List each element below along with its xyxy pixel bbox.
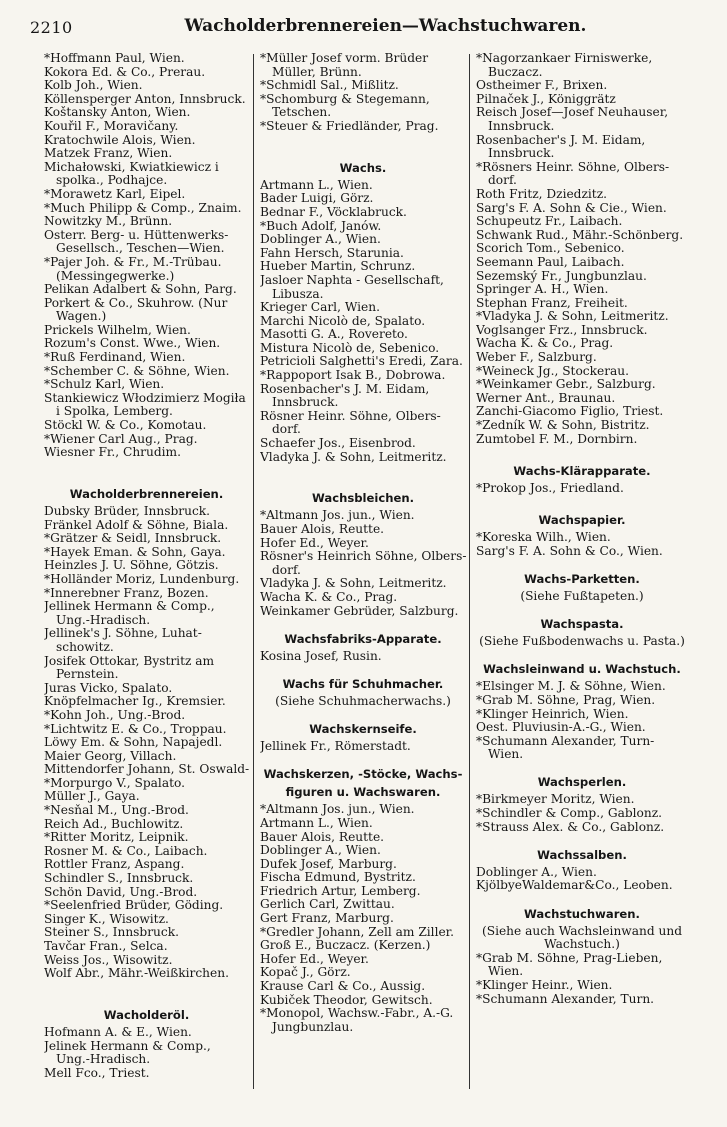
directory-entry: Ung.-Hradisch. — [56, 1053, 151, 1067]
directory-entry: Marchi Nicolò de, Spalato. — [260, 314, 426, 328]
directory-entry: *Schmidl Sal., Mißlitz. — [260, 79, 399, 93]
directory-entry: Ung.-Hradisch. — [56, 613, 151, 627]
directory-entry: Doblinger A., Wien. — [476, 865, 597, 879]
directory-entry: *Hoffmann Paul, Wien. — [44, 52, 185, 65]
directory-entry: Weinkamer Gebrüder, Salzburg. — [260, 604, 459, 618]
page-number: 2210 — [30, 18, 73, 37]
directory-entry: Sezemský Fr., Jungbunzlau. — [476, 269, 647, 283]
directory-entry: dorf. — [488, 174, 517, 188]
directory-entry: Rosenbacher's J. M. Eidam, — [476, 133, 646, 147]
directory-entry: Springer A. H., Wien. — [476, 283, 609, 297]
directory-entry: Bader Luigi, Görz. — [260, 192, 374, 206]
directory-entry: Kratochwile Alois, Wien. — [44, 133, 196, 147]
directory-entry: Wacha K. & Co., Prag. — [476, 337, 614, 351]
directory-entry: i Spolka, Lemberg. — [56, 405, 173, 419]
directory-entry: Mell Fco., Triest. — [44, 1066, 150, 1080]
directory-entry: Zumtobel F. M., Dornbirn. — [476, 432, 638, 446]
directory-entry: Tavčar Fran., Selca. — [44, 940, 168, 953]
directory-entry: Schupeutz Fr., Laibach. — [476, 215, 623, 229]
directory-entry: *Altmann Jos. jun., Wien. — [260, 509, 415, 523]
directory-entry: *Koreska Wilh., Wien. — [476, 531, 611, 545]
directory-entry: Müller, Brünn. — [272, 65, 362, 79]
directory-entry: *Seelenfried Brüder, Göding. — [44, 899, 224, 913]
directory-entry: Prickels Wilhelm, Wien. — [44, 323, 191, 337]
directory-entry: Hofmann A. & E., Wien. — [44, 1025, 192, 1039]
directory-entry: *Weineck Jg., Stockerau. — [476, 364, 630, 378]
directory-entry: Wiesner Fr., Chrudim. — [44, 446, 181, 460]
directory-entry: Österr. Berg- u. Hüttenwerks- — [44, 228, 229, 242]
directory-entry: Knöpfelmacher Ig., Kremsier. — [44, 695, 226, 709]
directory-entry: *Weinkamer Gebr., Salzburg. — [476, 378, 656, 392]
directory-entry: *Prokop Jos., Friedland. — [476, 481, 624, 495]
section-spacer — [44, 460, 249, 487]
directory-entry: Bednar F., Vöcklabruck. — [260, 205, 407, 219]
directory-entry: *Schulz Karl, Wien. — [44, 378, 165, 392]
section-spacer — [260, 618, 466, 632]
section-spacer — [476, 762, 688, 776]
directory-entry: *Elsinger M. J. & Söhne, Wien. — [476, 680, 666, 694]
directory-entry: Kouřil F., Moravičany. — [44, 119, 179, 133]
page-header — [30, 14, 701, 40]
section-spacer — [476, 446, 688, 464]
directory-entry: *Klinger Heinr., Wien. — [476, 979, 613, 992]
directory-entry: *Klinger Heinrich, Wien. — [476, 707, 629, 721]
page-title: Wacholderbrennereien—Wachstuchwaren. — [184, 16, 587, 36]
directory-entry: Vladyka J. & Sohn, Leitmeritz. — [260, 577, 447, 591]
directory-entry: Artmann L., Wien. — [260, 816, 373, 830]
directory-entry: Nowitzky M., Brünn. — [44, 215, 173, 229]
directory-entry: Friedrich Artur, Lemberg. — [260, 884, 421, 898]
directory-entry: *Morawetz Karl, Eipel. — [44, 187, 186, 201]
section-spacer — [260, 709, 466, 723]
column-left — [44, 52, 249, 1080]
directory-entry: Dufek Josef, Marburg. — [260, 857, 397, 871]
directory-entry: *Zedník W. & Sohn, Bistritz. — [476, 419, 650, 433]
directory-entry: Dubsky Brüder, Innsbruck. — [44, 505, 211, 518]
directory-entry: Kubiček Theodor, Gewitsch. — [260, 993, 433, 1007]
section-heading: Wachsperlen. — [537, 775, 627, 790]
directory-entry: *Grätzer & Seidl, Innsbruck. — [44, 532, 222, 546]
directory-entry: spolka., Podhajce. — [56, 174, 168, 188]
directory-entry: Reisch Josef—Josef Neuhauser, — [476, 106, 669, 120]
directory-entry: Heinzles J. U. Söhne, Götzis. — [44, 559, 219, 573]
cross-reference: (Siehe Fußtapeten.) — [520, 588, 644, 603]
directory-entry: *Rösners Heinr. Söhne, Olbers- — [476, 160, 670, 174]
directory-entry: Schaefer Jos., Eisenbrod. — [260, 437, 416, 451]
directory-entry: Köllensperger Anton, Innsbruck. — [44, 92, 246, 106]
directory-entry: Hueber Martin, Schrunz. — [260, 260, 416, 274]
section-spacer — [476, 834, 688, 848]
directory-entry: *Kohn Joh., Ung.-Brod. — [44, 708, 186, 722]
directory-entry: Gert Franz, Marburg. — [260, 912, 394, 926]
directory-entry: Stephan Franz, Freiheit. — [476, 296, 628, 310]
directory-entry: Michałowski, Kwiatkiewicz i — [44, 160, 219, 174]
directory-entry: *Steuer & Friedländer, Prag. — [260, 119, 439, 133]
directory-entry: Porkert & Co., Skuhrow. (Nur — [44, 296, 228, 310]
directory-entry: Josifek Ottokar, Bystritz am — [44, 654, 215, 668]
directory-entry: Rottler Franz, Aspang. — [44, 858, 185, 872]
directory-entry: Doblinger A., Wien. — [260, 844, 381, 858]
directory-entry: Wolf Abr., Mähr.-Weißkirchen. — [44, 967, 229, 981]
directory-entry: *Rappoport Isak B., Dobrowa. — [260, 369, 446, 383]
section-heading: Wachspapier. — [538, 513, 626, 528]
directory-entry: *Gredler Johann, Zell am Ziller. — [260, 925, 455, 939]
directory-entry: Schwank Rud., Mähr.-Schönberg. — [476, 228, 684, 242]
section-heading: Wachskerzen, -Stöcke, Wachs- — [263, 767, 463, 782]
directory-entry: *Schindler & Comp., Gablonz. — [476, 807, 663, 821]
directory-entry: Oest. Pluviusin-A.-G., Wien. — [476, 721, 646, 735]
directory-entry: Pelikan Adalbert & Sohn, Parg. — [44, 283, 237, 297]
section-heading: Wachsfabriks-Apparate. — [284, 631, 442, 646]
directory-entry: Müller J., Gaya. — [44, 790, 140, 804]
section-heading: Wachssalben. — [537, 847, 627, 862]
directory-entry: Weber F., Salzburg. — [476, 351, 597, 365]
directory-entry: Singer K., Wisowitz. — [44, 912, 169, 926]
directory-entry: Reich Ad., Buchlowitz. — [44, 817, 184, 831]
directory-entry: Sarg's F. A. Sohn & Co., Wien. — [476, 544, 663, 558]
section-heading: Wacholderbrennereien. — [69, 487, 224, 501]
section-spacer — [476, 495, 688, 513]
directory-entry: Bauer Alois, Reutte. — [260, 830, 385, 844]
directory-entry: *Schember C. & Söhne, Wien. — [44, 364, 230, 378]
directory-entry: Doblinger A., Wien. — [260, 233, 381, 247]
directory-entry: Roth Fritz, Dziedzitz. — [476, 187, 607, 201]
directory-entry: Jungbunzlau. — [272, 1020, 354, 1034]
directory-entry: *Monopol, Wachsw.-Fabr., A.-G. — [260, 1007, 454, 1021]
section-spacer — [476, 604, 688, 618]
directory-entry: Steiner S., Innsbruck. — [44, 926, 179, 940]
directory-entry: Fischa Edmund, Bystritz. — [260, 871, 416, 885]
directory-entry: Zanchi-Giacomo Figlio, Triest. — [476, 405, 664, 419]
directory-entry: Groß E., Buczacz. (Kerzen.) — [260, 939, 431, 953]
directory-entry: *Schumann Alexander, Turn- — [476, 734, 655, 748]
section-heading: figuren u. Wachswaren. — [285, 785, 441, 800]
directory-entry: Weiss Jos., Wisowitz. — [44, 953, 173, 967]
directory-entry: *Grab M. Söhne, Prag, Wien. — [476, 693, 656, 707]
directory-entry: *Much Philipp & Comp., Znaim. — [44, 201, 242, 215]
section-heading: Wachspasta. — [540, 617, 624, 632]
directory-entry: Petricioli Salghetti's Eredi, Zara. — [260, 355, 463, 369]
directory-entry: Kosina Josef, Rusin. — [260, 649, 382, 663]
directory-entry: Vladyka J. & Sohn, Leitmeritz. — [260, 450, 447, 464]
directory-entry: *Schomburg & Stegemann, — [260, 92, 430, 106]
directory-entry: *Grab M. Söhne, Prag-Lieben, — [476, 951, 663, 965]
cross-reference: Wachstuch.) — [544, 937, 620, 952]
directory-entry: Seemann Paul, Laibach. — [476, 255, 625, 269]
column-middle — [260, 52, 466, 1034]
directory-entry: *Wiener Carl Aug., Prag. — [44, 432, 198, 446]
directory-entry: Bauer Alois, Reutte. — [260, 523, 385, 536]
directory-entry: Gerlich Carl, Zwittau. — [260, 898, 395, 912]
directory-entry: Rösner's Heinrich Söhne, Olbers- — [260, 550, 466, 564]
directory-entry: Pilnaček J., Königgrätz — [476, 92, 616, 106]
directory-entry: Jellinek's J. Söhne, Luhat- — [44, 627, 202, 641]
directory-entry: *Altmann Jos. jun., Wien. — [260, 803, 415, 817]
section-heading: Wachs-Parketten. — [524, 571, 640, 586]
directory-entry: Fahn Hersch, Starunia. — [260, 246, 404, 260]
directory-entry: Ostheimer F., Brixen. — [476, 79, 608, 93]
directory-entry: Innsbruck. — [272, 396, 339, 410]
directory-entry: *Holländer Moriz, Lundenburg. — [44, 572, 240, 586]
directory-entry: Rozum's Const. Wwe., Wien. — [44, 337, 221, 351]
directory-entry: Jellinek Fr., Römerstadt. — [260, 740, 411, 754]
directory-entry: Rosner M. & Co., Laibach. — [44, 844, 208, 858]
directory-entry: *Pajer Joh. & Fr., M.-Trübau. — [44, 255, 222, 269]
section-spacer — [476, 893, 688, 907]
directory-entry: *Vladyka J. & Sohn, Leitmeritz. — [476, 310, 669, 324]
directory-entry: *Innerebner Franz, Bozen. — [44, 586, 209, 600]
directory-entry: Innsbruck. — [488, 147, 555, 161]
directory-entry: Jelinek Hermann & Comp., — [44, 1039, 211, 1053]
directory-entry: *Ruß Ferdinand, Wien. — [44, 351, 186, 365]
section-heading: Wachsleinwand u. Wachstuch. — [483, 662, 681, 677]
directory-entry: dorf. — [272, 563, 301, 577]
directory-entry: Artmann L., Wien. — [260, 178, 373, 192]
cross-reference: (Siehe Fußbodenwachs u. Pasta.) — [479, 634, 685, 649]
directory-entry: Hofer Ed., Weyer. — [260, 536, 369, 550]
directory-entry: Rosenbacher's J. M. Eidam, — [260, 382, 430, 396]
cross-reference: (Siehe auch Wachsleinwand und — [481, 923, 683, 938]
section-heading: Wachsbleichen. — [312, 491, 414, 506]
directory-entry: Schön David, Ung.-Brod. — [44, 885, 198, 899]
directory-entry: Voglsanger Frz., Innsbruck. — [476, 323, 648, 337]
directory-entry: schowitz. — [56, 640, 114, 654]
directory-entry: Matzek Franz, Wien. — [44, 147, 173, 161]
section-heading: Wachs für Schuhmacher. — [282, 676, 444, 691]
section-spacer — [260, 464, 466, 491]
section-spacer — [260, 754, 466, 768]
directory-entry: Kolb Joh., Wien. — [44, 79, 143, 93]
directory-entry: Stöckl W. & Co., Komotau. — [44, 419, 207, 433]
directory-entry: Maier Georg, Villach. — [44, 749, 177, 763]
directory-entry: Gesellsch., Teschen—Wien. — [56, 242, 225, 256]
section-heading: Wachstuchwaren. — [524, 906, 640, 921]
directory-entry: Koštansky Anton, Wien. — [44, 106, 191, 120]
directory-entry: *Hayek Eman. & Sohn, Gaya. — [44, 545, 226, 559]
directory-entry: Juras Vicko, Spalato. — [44, 681, 173, 695]
directory-entry: *Nesňal M., Ung.-Brod. — [44, 804, 189, 818]
directory-entry: Sarg's F. A. Sohn & Cie., Wien. — [476, 201, 667, 215]
column-divider — [469, 54, 470, 1089]
directory-entry: *Strauss Alex. & Co., Gablonz. — [476, 820, 665, 834]
directory-entry: *Lichtwitz E. & Co., Troppau. — [44, 722, 227, 736]
directory-entry: Wien. — [488, 748, 524, 762]
directory-entry: Schindler S., Innsbruck. — [44, 872, 194, 886]
directory-entry: Werner Ant., Braunau. — [476, 391, 616, 405]
directory-entry: Mistura Nicolò de, Sebenico. — [260, 341, 440, 355]
directory-entry: Löwy Em. & Sohn, Napajedl. — [44, 736, 223, 750]
directory-entry: (Messingegwerke.) — [56, 269, 175, 283]
section-spacer — [44, 981, 249, 1008]
directory-entry: Kopač J., Görz. — [260, 966, 351, 980]
directory-entry: *Nagorzankaer Firniswerke, — [476, 52, 653, 65]
directory-entry: Rösner Heinr. Söhne, Olbers- — [260, 409, 441, 423]
directory-entry: Pernstein. — [56, 668, 119, 682]
section-heading: Wachskernseife. — [309, 722, 417, 737]
directory-entry: Jasloer Naphta - Gesellschaft, — [260, 273, 444, 287]
cross-reference: (Siehe Schuhmacherwachs.) — [275, 693, 451, 708]
directory-entry: Masotti G. A., Rovereto. — [260, 328, 408, 342]
directory-entry: Buczacz. — [488, 65, 543, 79]
section-heading: Wacholderöl. — [103, 1007, 190, 1022]
directory-entry: Krieger Carl, Wien. — [260, 301, 380, 315]
directory-entry: Wagen.) — [56, 310, 107, 324]
section-spacer — [476, 558, 688, 572]
directory-entry: Kokora Ed. & Co., Prerau. — [44, 65, 206, 79]
directory-entry: Wacha K. & Co., Prag. — [260, 590, 398, 604]
directory-entry: KjölbyeWaldemar&Co., Leoben. — [476, 879, 673, 893]
directory-entry: *Schumann Alexander, Turn. — [476, 992, 655, 1006]
directory-entry: Fränkel Adolf & Söhne, Biala. — [44, 518, 229, 532]
directory-entry: Mittendorfer Johann, St. Oswald- — [44, 763, 249, 777]
section-heading: Wachs. — [339, 160, 387, 175]
column-right — [476, 52, 688, 1006]
section-spacer — [260, 663, 466, 677]
section-spacer — [476, 649, 688, 663]
directory-entry: *Buch Adolf, Janów. — [260, 219, 382, 233]
directory-entry: *Birkmeyer Moritz, Wien. — [476, 793, 635, 807]
directory-entry: *Ritter Moritz, Leipnik. — [44, 831, 189, 845]
directory-entry: Tetschen. — [272, 106, 332, 120]
directory-entry: Krause Carl & Co., Aussig. — [260, 980, 426, 994]
directory-entry: dorf. — [272, 423, 301, 437]
directory-entry: *Morpurgo V., Spalato. — [44, 776, 185, 790]
directory-entry: Jellinek Hermann & Comp., — [44, 600, 215, 614]
section-spacer — [260, 134, 466, 161]
directory-entry: Stankiewicz Włodzimierz Mogiła — [44, 391, 246, 405]
directory-entry: Libusza. — [272, 287, 324, 301]
section-heading: Wachs-Klärapparate. — [513, 463, 651, 478]
directory-entry: *Müller Josef vorm. Brüder — [260, 52, 429, 65]
directory-entry: Hofer Ed., Weyer. — [260, 952, 369, 966]
directory-entry: Wien. — [488, 965, 524, 979]
column-divider — [253, 54, 254, 1089]
directory-entry: Scorich Tom., Sebenico. — [476, 242, 625, 256]
directory-entry: Innsbruck. — [488, 119, 555, 133]
